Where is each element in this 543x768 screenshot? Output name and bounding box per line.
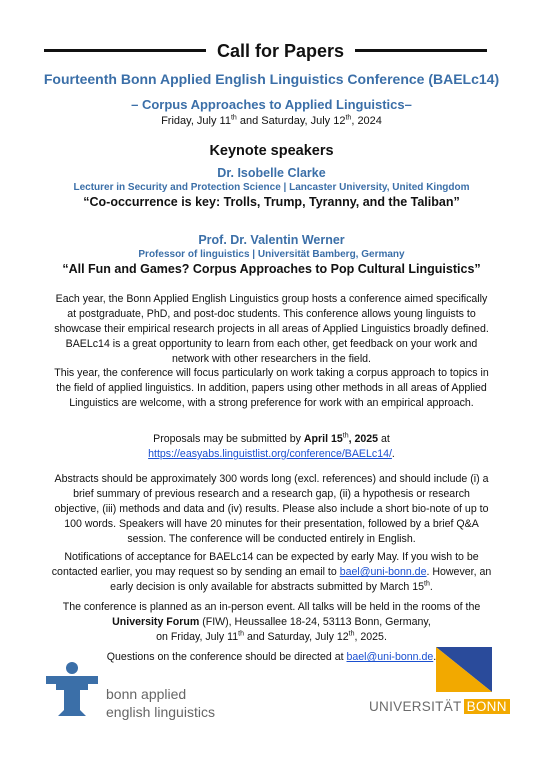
university-bonn-wordmark: UNIVERSITÄT BONN xyxy=(369,698,510,716)
submission-link[interactable]: https://easyabs.linguistlist.org/conference/BAELc14/ xyxy=(148,448,392,460)
intro-paragraph: Each year, the Bonn Applied English Linguistics group hosts a conference aimed specifically at postgraduate, PhD, and post-doc students. This conference allows young linguists to showcase their empirical research projects in all areas of Applied Linguistics broadly defined. BAELc14 is a great opportunity to learn from each other, get feedback on your work and network with other researchers in the field. xyxy=(54,293,489,365)
email-link[interactable]: bael@uni-bonn.de xyxy=(339,566,427,578)
keynote-heading: Keynote speakers xyxy=(209,143,334,159)
speaker-1-role: Lecturer in Security and Protection Science | Lancaster University, United Kingdom xyxy=(73,182,470,193)
focus-paragraph: This year, the conference will focus particularly on work taking a corpus approach to topics in the field of applied linguistics. In addition, papers using other methods in all areas of Applied Linguistics are welcome, with a strong preference for work with an empirical approach. xyxy=(54,367,489,409)
submission-paragraph: Proposals may be submitted by April 15th, 2025 at https://easyabs.linguistlist.org/conference/BAELc14/. xyxy=(148,432,395,460)
speaker-2-talk-title: “All Fun and Games? Corpus Approaches to Pop Cultural Linguistics” xyxy=(62,262,481,276)
university-bonn-logo-icon xyxy=(436,647,492,692)
questions-paragraph: Questions on the conference should be directed at bael@uni-bonn.de. xyxy=(106,651,437,663)
call-for-papers-header xyxy=(0,40,543,64)
abstract-guidelines-paragraph: Abstracts should be approximately 300 words long (excl. references) and should include (i) a brief summary of previous research and a research gap, (ii) a hypothesis or research objective, (iii) methods and data and (iv) results. Please also include a short bio-note of up to 100 words. Speakers will have 20 minutes for their presentation, followed by a brief Q&A session. The conference will be conducted entirely in English. xyxy=(54,473,489,545)
speaker-2-role: Professor of linguistics | Universität Bamberg, Germany xyxy=(138,249,405,260)
speaker-2-name: Prof. Dr. Valentin Werner xyxy=(198,233,345,247)
header-rule-right xyxy=(355,49,487,52)
speaker-1-talk-title: “Co-occurrence is key: Trolls, Trump, Tyranny, and the Taliban” xyxy=(83,195,460,209)
bonn-applied-logo-icon xyxy=(44,660,100,716)
notification-paragraph: Notifications of acceptance for BAELc14 can be expected by early May. If you wish to be contacted earlier, you may request so by sending an email to bael@uni-bonn.de. However, an early decision is only available for abstracts submitted by March 15th. xyxy=(51,551,492,593)
conference-dates: Friday, July 11th and Saturday, July 12th, 2024 xyxy=(161,114,382,127)
page-title: Call for Papers xyxy=(216,41,345,61)
conference-title: Fourteenth Bonn Applied English Linguistics Conference (BAELc14) xyxy=(43,71,500,87)
venue-paragraph: The conference is planned as an in-person event. All talks will be held in the rooms of the University Forum (FIW), Heussallee 18-24, 53113 Bonn, Germany, on Friday, July 11th and Saturday, July 12th, 2025. xyxy=(62,601,481,643)
bael-logo-text: bonn applied english linguistics xyxy=(106,686,215,720)
conference-subtitle: – Corpus Approaches to Applied Linguistics– xyxy=(131,97,412,112)
contact-email-link[interactable]: bael@uni-bonn.de xyxy=(346,651,434,663)
header-rule-left xyxy=(44,49,206,52)
speaker-1-name: Dr. Isobelle Clarke xyxy=(217,166,326,180)
